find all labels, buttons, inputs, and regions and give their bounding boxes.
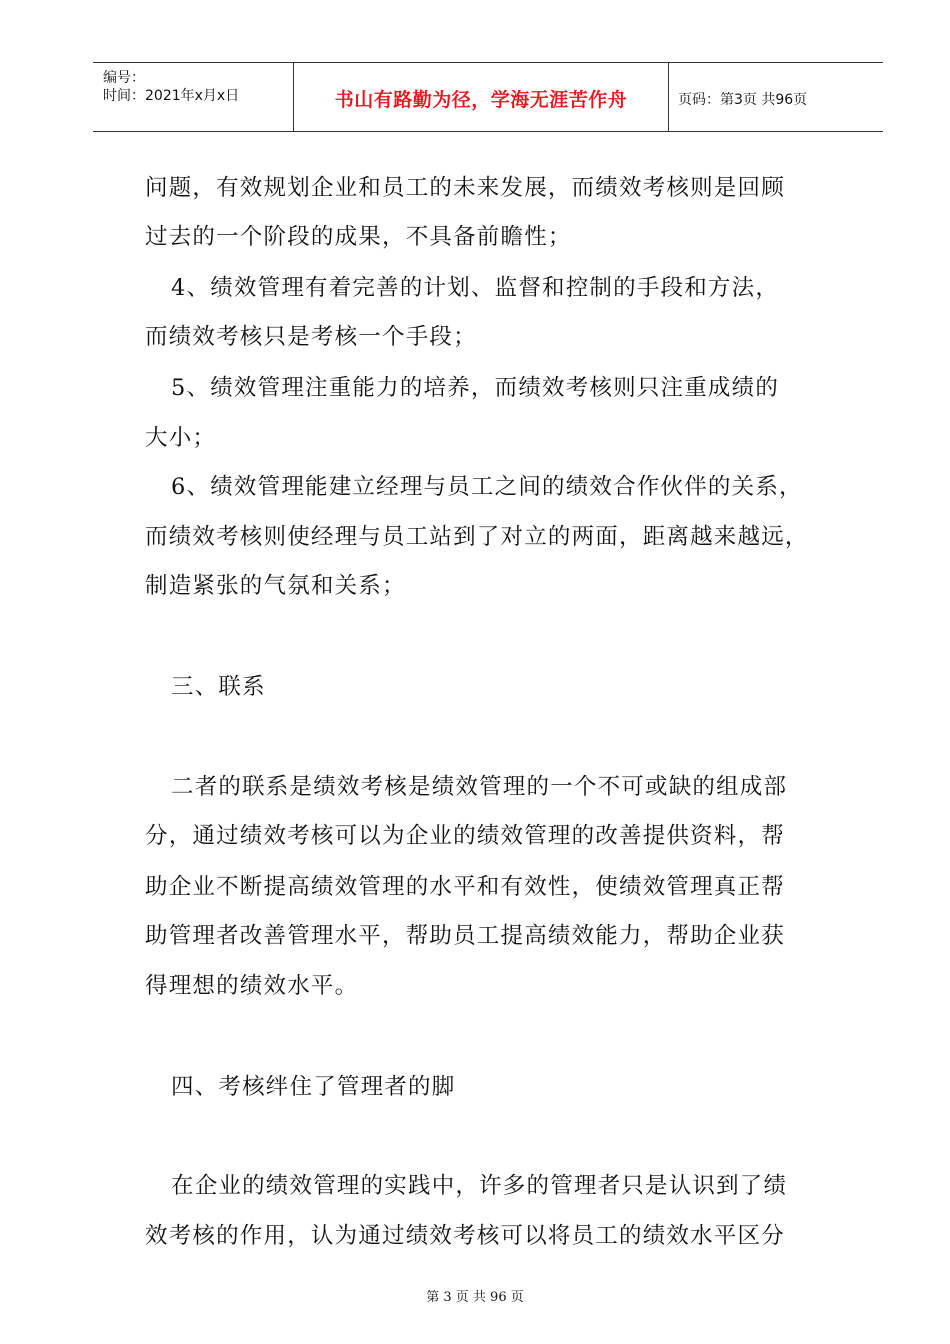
body-line: 助管理者改善管理水平，帮助员工提高绩效能力，帮助企业获 — [145, 923, 785, 949]
header-left-cell — [93, 63, 293, 131]
paragraph-start: 在企业的绩效管理的实践中，许多的管理者只是认识到了绩 — [171, 1173, 788, 1199]
body-line: 得理想的绩效水平。 — [145, 973, 359, 999]
section-heading-4: 四、考核绊住了管理者的脚 — [171, 1074, 456, 1100]
body-line: 而绩效考核则使经理与员工站到了对立的两面，距离越来越远， — [145, 524, 809, 550]
header-motto: 书山有路勤为径，学海无涯苦作舟 — [334, 89, 628, 111]
document-time-label: 时间：2021年x月x日 — [103, 88, 240, 104]
body-line: 分，通过绩效考核可以为企业的绩效管理的改善提供资料，帮 — [145, 823, 785, 849]
list-item-5: 5、绩效管理注重能力的培养，而绩效考核则只注重成绩的 — [171, 375, 780, 401]
list-item-4: 4、绩效管理有着完善的计划、监督和控制的手段和方法， — [171, 275, 780, 301]
body-line: 制造紧张的气氛和关系； — [145, 573, 406, 599]
body-line: 大小； — [145, 425, 217, 451]
paragraph-start: 二者的联系是绩效考核是绩效管理的一个不可或缺的组成部 — [171, 774, 788, 800]
body-line: 效考核的作用，认为通过绩效考核可以将员工的绩效水平区分 — [145, 1223, 785, 1249]
document-number-label: 编号： — [103, 70, 145, 86]
header-page-label: 页码：第3页 共96页 — [678, 92, 808, 108]
body-line: 过去的一个阶段的成果，不具备前瞻性； — [145, 224, 572, 250]
body-line: 助企业不断提高绩效管理的水平和有效性，使绩效管理真正帮 — [145, 874, 785, 900]
page-header — [93, 62, 883, 132]
body-line: 而绩效考核只是考核一个手段； — [145, 324, 477, 350]
body-line: 问题，有效规划企业和员工的未来发展，而绩效考核则是回顾 — [145, 175, 785, 201]
page-footer: 第 3 页 共 96 页 — [426, 1290, 524, 1305]
header-middle-cell — [293, 63, 669, 131]
header-right-cell — [668, 63, 883, 131]
list-item-6: 6、绩效管理能建立经理与员工之间的绩效合作伙伴的关系， — [171, 474, 803, 500]
section-heading-3: 三、联系 — [171, 674, 266, 700]
